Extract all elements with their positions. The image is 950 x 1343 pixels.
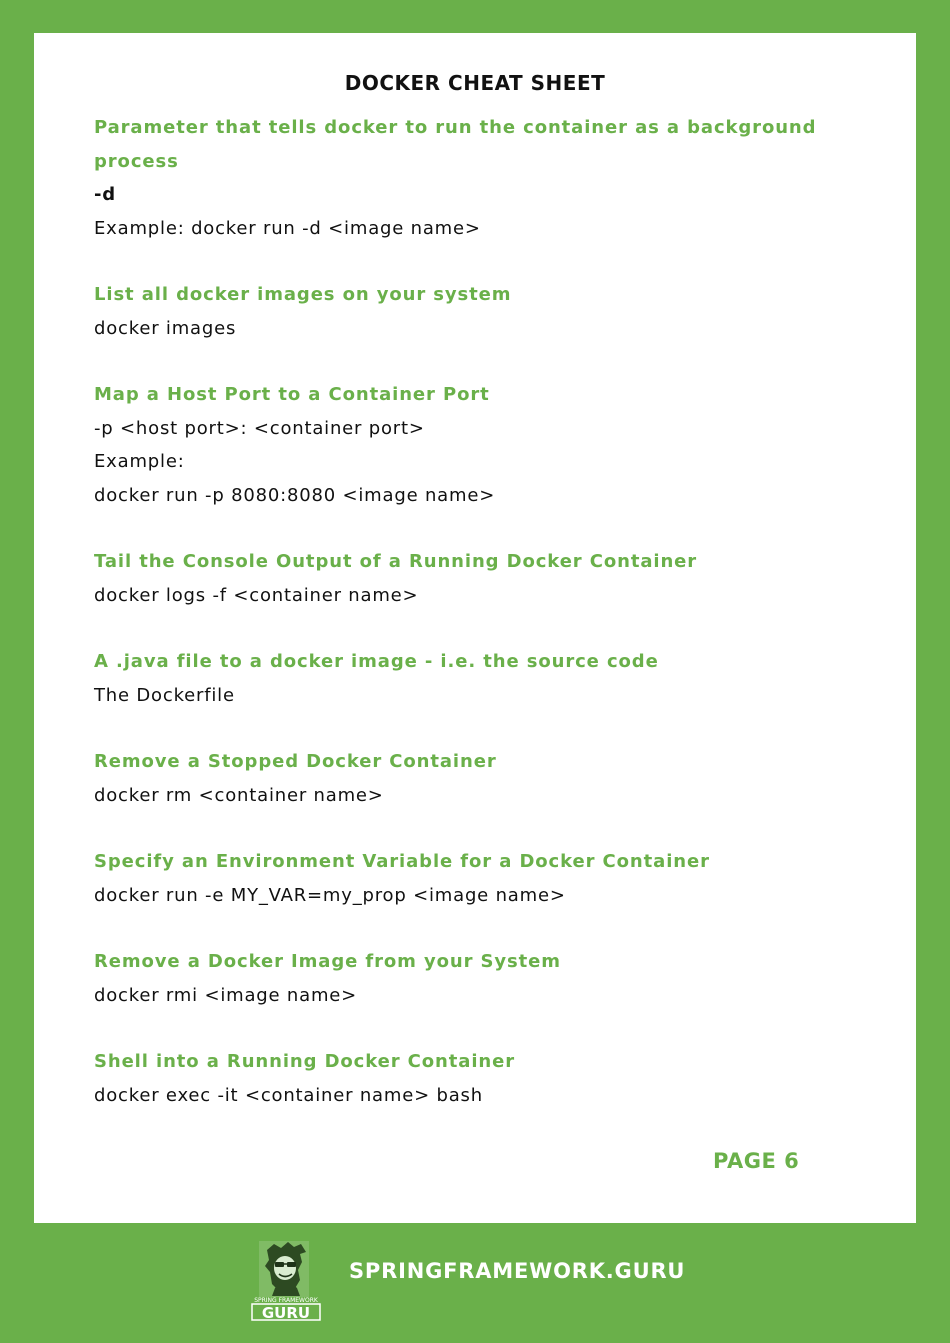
- section-line: Example: docker run -d <image name>: [94, 217, 481, 239]
- svg-text:GURU: GURU: [261, 1304, 311, 1322]
- section-list-images: [94, 278, 854, 345]
- section-heading: Remove a Stopped Docker Container: [94, 751, 497, 772]
- footer-website-link[interactable]: SPRINGFRAMEWORK.GURU: [349, 1259, 686, 1283]
- section-heading: Specify an Environment Variable for a Docker Container: [94, 851, 710, 872]
- document-page: [34, 33, 916, 1223]
- section-env-variable: [94, 845, 854, 912]
- section-line: docker run -p 8080:8080 <image name>: [94, 484, 496, 506]
- section-heading: Parameter that tells docker to run the container as a background process: [94, 117, 817, 172]
- page-number: PAGE 6: [713, 1149, 800, 1173]
- section-heading: Tail the Console Output of a Running Docker Container: [94, 551, 698, 572]
- section-line: docker rmi <image name>: [94, 984, 358, 1006]
- section-line: The Dockerfile: [94, 684, 235, 706]
- section-line: -d: [94, 184, 116, 205]
- section-shell-into: [94, 1045, 854, 1112]
- section-heading: A .java file to a docker image - i.e. the source code: [94, 651, 659, 672]
- section-heading: Shell into a Running Docker Container: [94, 1051, 515, 1072]
- section-dockerfile: [94, 645, 854, 712]
- section-map-port: [94, 378, 854, 512]
- section-line: docker run -e MY_VAR=my_prop <image name>: [94, 884, 566, 906]
- section-line: Example:: [94, 451, 185, 472]
- section-heading: List all docker images on your system: [94, 284, 512, 305]
- section-line: docker rm <container name>: [94, 784, 384, 806]
- section-line: docker images: [94, 317, 237, 339]
- document-title: DOCKER CHEAT SHEET: [344, 71, 606, 95]
- section-background-process: [94, 111, 854, 245]
- section-tail-logs: [94, 545, 854, 612]
- section-heading: Remove a Docker Image from your System: [94, 951, 561, 972]
- guru-mascot-logo-icon: [250, 1238, 322, 1322]
- section-heading: Map a Host Port to a Container Port: [94, 384, 490, 405]
- section-remove-container: [94, 745, 854, 812]
- section-line: docker logs -f <container name>: [94, 584, 419, 606]
- svg-text:SPRING FRAMEWORK: SPRING FRAMEWORK: [254, 1297, 318, 1304]
- section-remove-image: [94, 945, 854, 1012]
- section-line: -p <host port>: <container port>: [94, 417, 425, 439]
- section-line: docker exec -it <container name> bash: [94, 1084, 483, 1106]
- cheat-sheet-content: [94, 111, 854, 1145]
